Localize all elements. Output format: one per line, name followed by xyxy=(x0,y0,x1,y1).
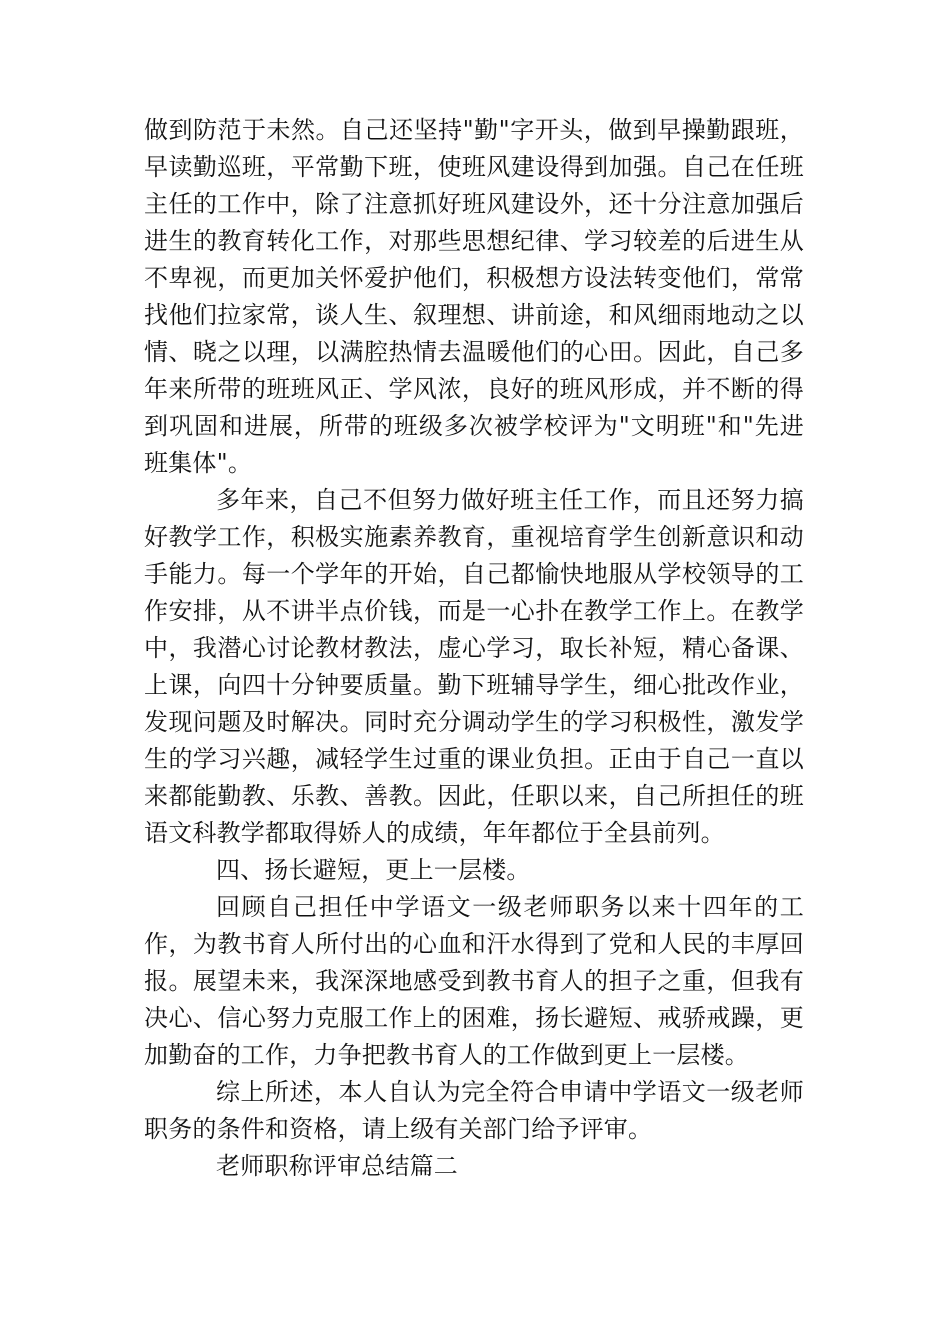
paragraph-teaching: 多年来，自己不但努力做好班主任工作，而且还努力搞好教学工作，积极实施素养教育，重视培育学生创新意识和动手能力。每一个学年的开始，自己都愉快地服从学校领导的工作安排，从不讲半点价钱，而是一心扑在教学工作上。在教学中，我潜心讨论教材教法，虚心学习，取长补短，精心备课、上课，向四十分钟要质量。勤下班辅导学生，细心批改作业，发现问题及时解决。同时充分调动学生的学习积极性，激发学生的学习兴趣，减轻学生过重的课业负担。正由于自己一直以来都能勤教、乐教、善教。因此，任职以来，自己所担任的班语文科教学都取得娇人的成绩，年年都位于全县前列。 xyxy=(144,486,804,847)
article-title-part-two: 老师职称评审总结篇二 xyxy=(216,1152,458,1180)
paragraph-conclusion: 综上所述，本人自认为完全符合申请中学语文一级老师职务的条件和资格，请上级有关部门给予评审。 xyxy=(144,1078,804,1143)
section-heading-four: 四、扬长避短，更上一层楼。 xyxy=(216,856,531,884)
paragraph-continuation: 做到防范于未然。自己还坚持"勤"字开头，做到早操勤跟班，早读勤巡班，平常勤下班，使班风建设得到加强。自己在任班主任的工作中，除了注意抓好班风建设外，还十分注意加强后进生的教育转化工作，对那些思想纪律、学习较差的后进生从不卑视，而更加关怀爱护他们，积极想方设法转变他们，常常找他们拉家常，谈人生、叙理想、讲前途，和风细雨地动之以情、晓之以理，以满腔热情去温暖他们的心田。因此，自己多年来所带的班班风正、学风浓，良好的班风形成，并不断的得到巩固和进展，所带的班级多次被学校评为"文明班"和"先进班集体"。 xyxy=(144,116,804,477)
document-body xyxy=(144,112,804,1185)
paragraph-review: 回顾自己担任中学语文一级老师职务以来十四年的工作，为教书育人所付出的心血和汗水得到了党和人民的丰厚回报。展望未来，我深深地感受到教书育人的担子之重，但我有决心、信心努力克服工作上的困难，扬长避短、戒骄戒躁，更加勤奋的工作，力争把教书育人的工作做到更上一层楼。 xyxy=(144,893,804,1069)
